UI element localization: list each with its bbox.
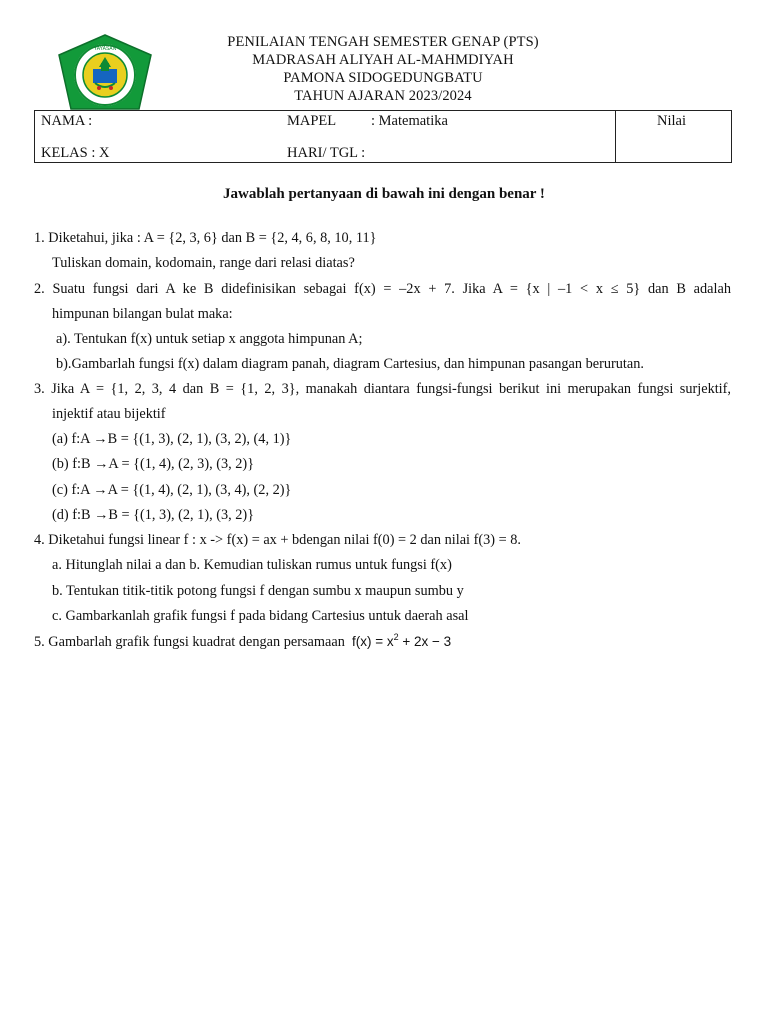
q3-line2: injektif atau bijektif — [52, 406, 166, 422]
q4-part-c: c. Gambarkanlah grafik fungsi f pada bidang Cartesius untuk daerah asal — [52, 608, 469, 624]
mapel-label: MAPEL — [287, 113, 337, 129]
table-divider — [615, 111, 616, 162]
kelas-field: KELAS : X — [41, 145, 110, 161]
q5-equation-post: + 2x − 3 — [398, 634, 452, 649]
q5-equation-exponent: 2 — [393, 632, 399, 642]
q5-line — [34, 634, 451, 651]
q1-line1: 1. Diketahui, jika : A = {2, 3, 6} dan B = {2, 4, 6, 8, 10, 11} — [34, 230, 377, 246]
exam-title: PENILAIAN TENGAH SEMESTER GENAP (PTS) — [227, 34, 539, 50]
school-logo-emblem-icon — [55, 33, 155, 113]
school-logo — [55, 33, 155, 113]
q5-equation-pre: f(x) = x — [352, 634, 394, 649]
instruction-heading: Jawablah pertanyaan di bawah ini dengan benar ! — [223, 186, 545, 202]
mapel-value: : Matematika — [371, 113, 448, 129]
nama-field: NAMA : — [41, 113, 93, 129]
q2-line2: himpunan bilangan bulat maka: — [52, 306, 233, 322]
q2-part-a: a). Tentukan f(x) untuk setiap x anggota himpunan A; — [56, 331, 363, 347]
q4-part-b: b. Tentukan titik-titik potong fungsi f dengan sumbu x maupun sumbu y — [52, 583, 464, 599]
school-location: PAMONA SIDOGEDUNGBATU — [283, 70, 483, 86]
school-name: MADRASAH ALIYAH AL-MAHMDIYAH — [252, 52, 514, 68]
student-identity-table — [34, 110, 732, 163]
q3-option-c: (c) f:A →A = {(1, 4), (2, 1), (3, 4), (2, 2)} — [52, 482, 292, 498]
nilai-label: Nilai — [657, 113, 686, 129]
hari-tgl-field: HARI/ TGL : — [287, 145, 366, 161]
q3-option-b: (b) f:B →A = {(1, 4), (2, 3), (3, 2)} — [52, 456, 255, 472]
q5-equation — [352, 634, 451, 649]
q3-option-a: (a) f:A →B = {(1, 3), (2, 1), (3, 2), (4, 1)} — [52, 431, 292, 447]
q2-part-b: b).Gambarlah fungsi f(x) dalam diagram panah, diagram Cartesius, dan himpunan pasangan berurutan. — [56, 356, 644, 372]
q3-line1: 3. Jika A = {1, 2, 3, 4 dan B = {1, 2, 3}, manakah diantara fungsi-fungsi berikut ini merupakan fungsi surjektif, — [34, 381, 731, 397]
q3-option-d: (d) f:B →B = {(1, 3), (2, 1), (3, 2)} — [52, 507, 255, 523]
q4-line1: 4. Diketahui fungsi linear f : x -> f(x) = ax + bdengan nilai f(0) = 2 dan nilai f(3) = 8. — [34, 532, 521, 548]
exam-header — [150, 33, 616, 105]
q4-part-a: a. Hitunglah nilai a dan b. Kemudian tuliskan rumus untuk fungsi f(x) — [52, 557, 452, 573]
q1-line2: Tuliskan domain, kodomain, range dari relasi diatas? — [52, 255, 355, 271]
svg-text:YAYASAN: YAYASAN — [93, 46, 117, 52]
q5-text: 5. Gambarlah grafik fungsi kuadrat dengan persamaan — [34, 634, 345, 650]
q2-line1: 2. Suatu fungsi dari A ke B didefinisikan sebagai f(x) = –2x + 7. Jika A = {x | –1 < x ≤ 5} dan B adalah — [34, 281, 731, 297]
academic-year: TAHUN AJARAN 2023/2024 — [294, 88, 472, 104]
